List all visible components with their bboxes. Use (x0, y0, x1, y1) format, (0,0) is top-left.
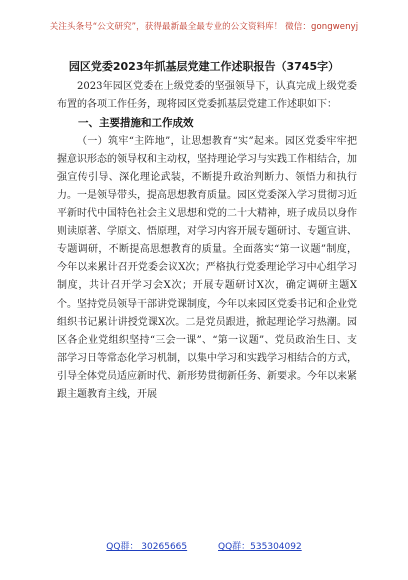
body-paragraph: （一）筑牢“主阵地”，让思想教育“实”起来。园区党委牢牢把握意识形态的领导权和主动权，坚持理论学习与实践工作相结合，加强宣传引导、深化理论武装，不断提升政治判断力、领悟力和执行力。一是领导带头，提高思想教育质量。园区党委深入学习贯彻习近平新时代中国特色社会主义思想和党的二十大精神，班子成员以身作则读原著、学原文、悟原理，对学习内容开展专题研讨、专题宣讲、专题调研，不断提高思想教育的质量。全面落实“第一议题”制度，今年以来累计召开党委会议X次；严格执行党委理论学习中心组学习制度，共计召开学习会X次；开展专题研讨X次，确定调研主题X个。坚持党员领导干部讲党课制度，今年以来园区党委书记和企业党组织书记累计讲授党课X次。二是党员跟进，掀起理论学习热潮。园区各企业党组织坚持“三会一课”、“第一议题”、党员政治生日、支部学习日等常态化学习机制，以集中学习和实践学习相结合的方式，引导全体党员适应新时代、新形势贯彻新任务、新要求。今年以来紧跟主题教育主线，开展 (57, 135, 357, 400)
header-banner: 关注头条号“公文研究”，获得最新最全最专业的公文资料库！ 微信：gongwenyj (49, 22, 359, 32)
document-title: 园区党委2023年抓基层党建工作述职报告（3745字） (68, 60, 340, 73)
document-body (57, 78, 357, 404)
qq-group-link-2[interactable]: QQ群：535304092 (218, 542, 302, 552)
footer-contact (0, 539, 408, 552)
intro-paragraph: 2023年园区党委在上级党委的坚强领导下，认真完成上级党委布置的各项工作任务，现将园区党委抓基层党建工作述职如下： (57, 81, 357, 111)
section-heading: 一、主要措施和工作成效 (78, 117, 194, 130)
qq-group-link-1[interactable]: QQ群： 30265665 (106, 542, 188, 552)
